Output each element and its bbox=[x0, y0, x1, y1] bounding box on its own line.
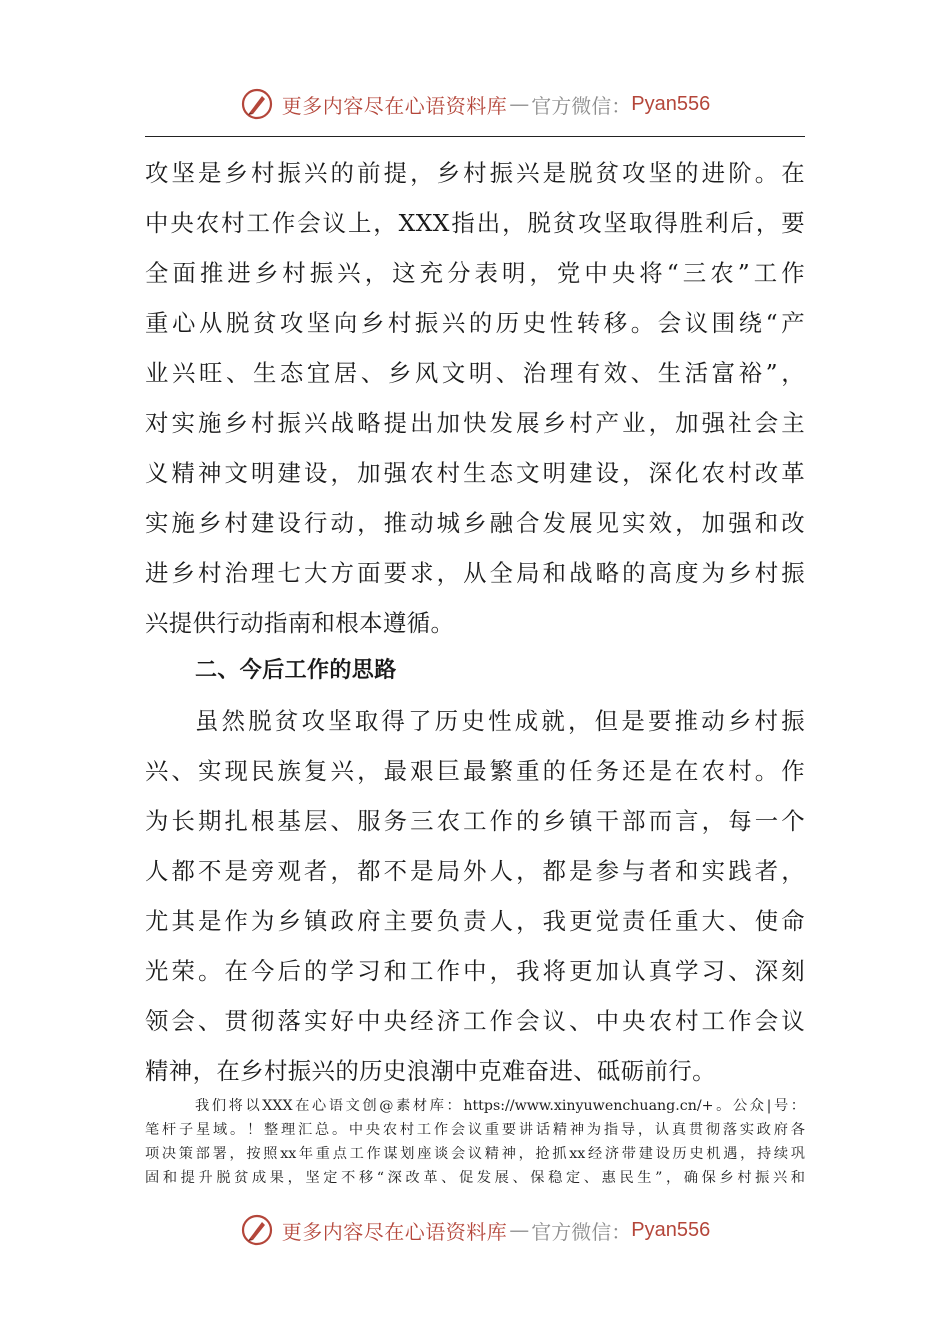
paragraph-2-line: 人都不是旁观者，都不是局外人，都是参与者和实践者， bbox=[145, 857, 805, 885]
paragraph-2-line: 尤其是作为乡镇政府主要负责人，我更觉责任重大、使命 bbox=[145, 907, 805, 935]
paragraph-2-line: 兴、实现民族复兴，最艰巨最繁重的任务还是在农村。作 bbox=[145, 757, 805, 785]
paragraph-1-line: 对实施乡村振兴战略提出加快发展乡村产业，加强社会主 bbox=[145, 409, 805, 437]
paragraph-1-line: 兴提供行动指南和根本遵循。 bbox=[145, 609, 455, 637]
paragraph-1-line: 攻坚是乡村振兴的前提，乡村振兴是脱贫攻坚的进阶。在 bbox=[145, 159, 805, 187]
footnote-line: 固和提升脱贫成果，坚定不移“深改革、促发展、保稳定、惠民生”，确保乡村振兴和 bbox=[145, 1170, 805, 1186]
paragraph-1-line: 实施乡村建设行动，推动城乡融合发展见实效，加强和改 bbox=[145, 509, 805, 537]
footnote-block bbox=[145, 1094, 805, 1190]
paragraph-1-line: 中央农村工作会议上，XXX指出，脱贫攻坚取得胜利后，要 bbox=[145, 209, 805, 237]
footer-banner-wechat-label: 官方微信： bbox=[531, 1219, 632, 1244]
paragraph-1-line: 义精神文明建设，加强农村生态文明建设，深化农村改革 bbox=[145, 459, 805, 487]
header-banner-separator: — bbox=[509, 92, 530, 116]
paragraph-1-line: 业兴旺、生态宜居、乡风文明、治理有效、生活富裕”， bbox=[145, 359, 805, 387]
pen-logo-icon bbox=[240, 87, 274, 121]
paragraph-2-line: 光荣。在今后的学习和工作中，我将更加认真学习、深刻 bbox=[145, 957, 805, 985]
paragraph-2-line: 为长期扎根基层、服务三农工作的乡镇干部而言，每一个 bbox=[145, 807, 805, 835]
paragraph-1-line: 全面推进乡村振兴，这充分表明，党中央将“三农”工作 bbox=[145, 259, 805, 287]
section-heading: 二、今后工作的思路 bbox=[195, 658, 397, 683]
footnote-line: 我们将以XXX在心语文创@素材库：https://www.xinyuwenchuang.cn/+。公众|号： bbox=[195, 1098, 805, 1114]
footer-banner-wechat-id: Pyan556 bbox=[631, 1218, 711, 1241]
footnote-line: 项决策部署，按照xx年重点工作谋划座谈会议精神，抢抓xx经济带建设历史机遇，持续巩 bbox=[145, 1146, 805, 1162]
header-banner-text: 更多内容尽在心语资料库 bbox=[281, 93, 508, 118]
header-watermark-banner bbox=[0, 84, 950, 124]
footer-watermark-banner bbox=[0, 1210, 950, 1250]
header-banner-wechat-label: 官方微信： bbox=[531, 93, 632, 118]
paragraph-1-line: 重心从脱贫攻坚向乡村振兴的历史性转移。会议围绕“产 bbox=[145, 309, 805, 337]
header-divider bbox=[145, 136, 805, 137]
paragraph-2-line: 领会、贯彻落实好中央经济工作会议、中央农村工作会议 bbox=[145, 1007, 805, 1035]
paragraph-2 bbox=[145, 696, 805, 1096]
paragraph-2-line: 精神，在乡村振兴的历史浪潮中克难奋进、砥砺前行。 bbox=[145, 1057, 716, 1085]
paragraph-2-line: 虽然脱贫攻坚取得了历史性成就，但是要推动乡村振 bbox=[195, 707, 805, 735]
footer-banner-text: 更多内容尽在心语资料库 bbox=[281, 1219, 508, 1244]
footnote-line: 笔杆子星域。！整理汇总。中央农村工作会议重要讲话精神为指导，认真贯彻落实政府各 bbox=[145, 1122, 805, 1138]
header-banner-wechat-id: Pyan556 bbox=[631, 92, 711, 115]
paragraph-1-line: 进乡村治理七大方面要求，从全局和战略的高度为乡村振 bbox=[145, 559, 805, 587]
pen-logo-icon bbox=[240, 1213, 274, 1247]
section-heading-block bbox=[145, 646, 805, 696]
footer-banner-separator: — bbox=[509, 1218, 530, 1242]
paragraph-1 bbox=[145, 148, 805, 648]
